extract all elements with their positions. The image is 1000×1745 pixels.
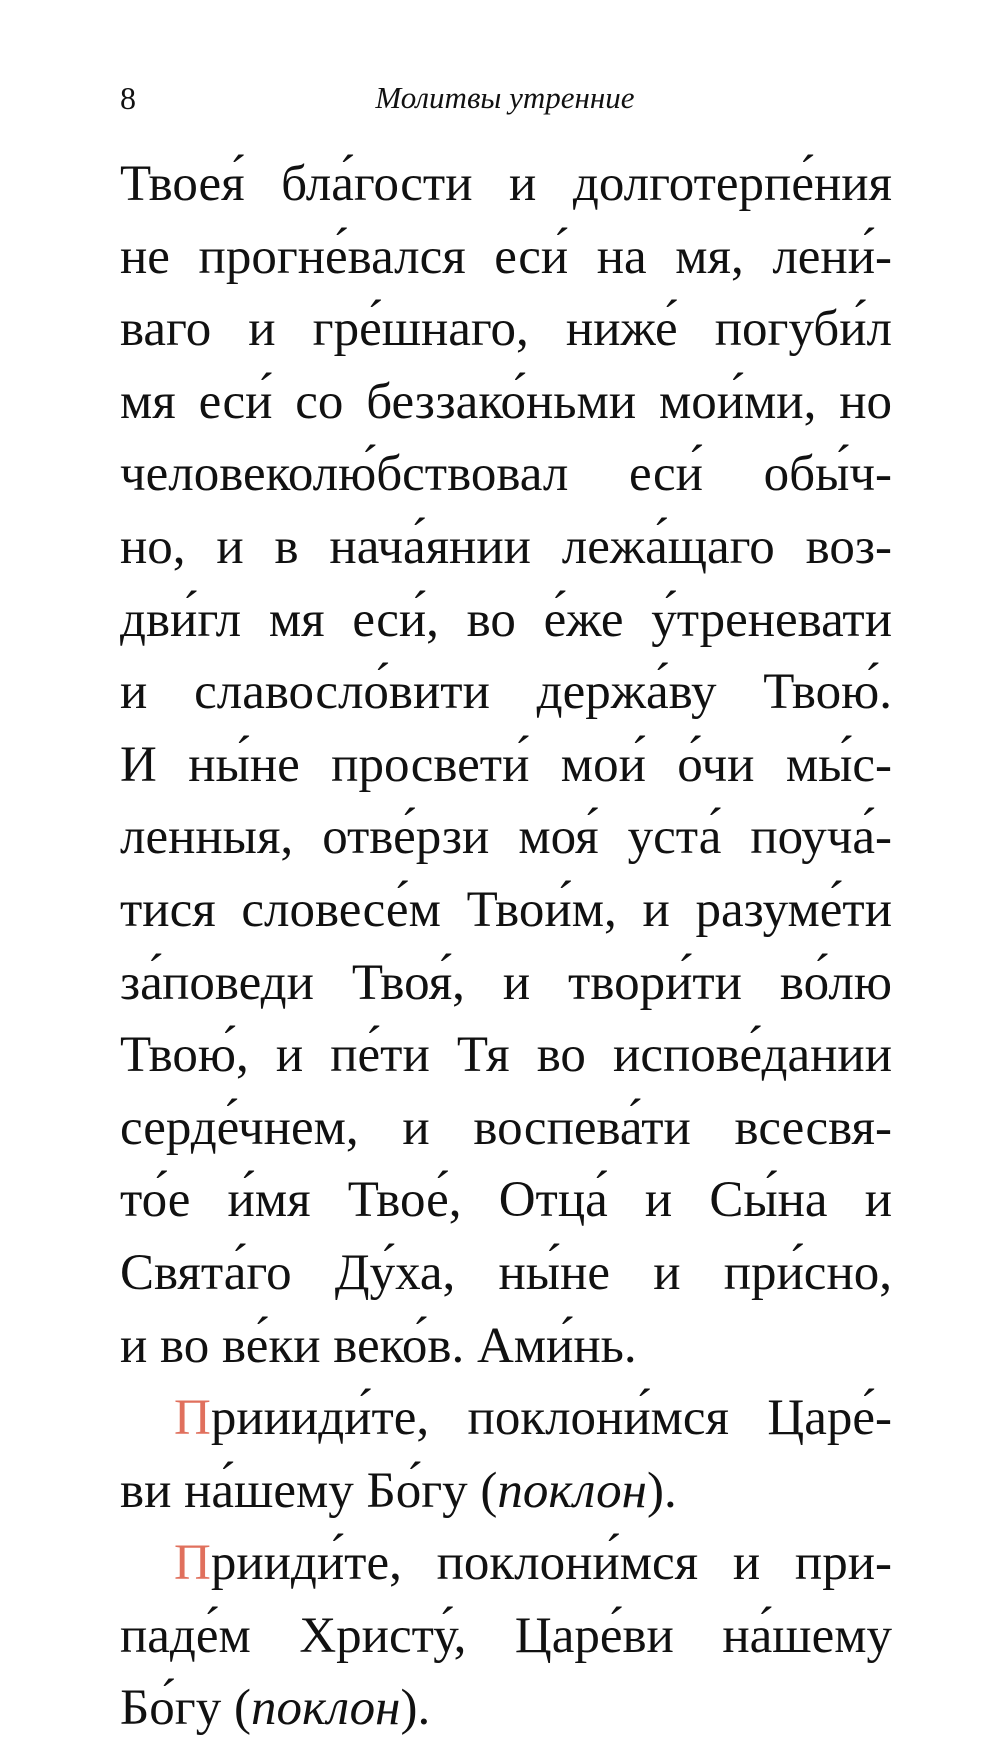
text-line: [120, 1527, 892, 1600]
section-title: Молитвы утренние: [375, 80, 635, 115]
prayer-text: [120, 148, 892, 1745]
text-line: [120, 1672, 892, 1745]
text-fragment: Бо́гу (: [120, 1680, 251, 1737]
text-line: Свята́го Ду́ха, ны́не и при́сно,: [120, 1244, 892, 1301]
text-line: паде́м Христу́, Царе́ви на́шему: [120, 1607, 892, 1664]
text-line: то́е и́мя Твое́, Отца́ и Сы́на и: [120, 1172, 892, 1229]
text-line: дви́гл мя еси́, во е́же у́треневати: [120, 591, 892, 648]
text-line: [120, 1382, 892, 1455]
text-fragment: ).: [646, 1462, 677, 1519]
text-line: серде́чнем, и воспева́ти всесвя-: [120, 1099, 892, 1156]
running-head: [120, 76, 890, 120]
text-line: мя еси́ со беззако́ньми мои́ми, но: [120, 373, 892, 430]
text-line: за́поведи Твоя́, и твори́ти во́лю: [120, 954, 892, 1011]
text-line: но, и в нача́янии лежа́щаго воз-: [120, 518, 892, 575]
page-number: 8: [120, 80, 136, 116]
text-line: тися словесе́м Твои́м, и разуме́ти: [120, 881, 892, 938]
text-line: ленныя, отве́рзи моя́ уста́ поуча́-: [120, 809, 892, 866]
text-fragment: ).: [400, 1680, 431, 1737]
red-initial: П: [174, 1535, 211, 1592]
text-line: человеколю́бствовал еси́ обы́ч-: [120, 446, 892, 503]
rubric-instruction: поклон: [497, 1462, 647, 1519]
red-initial: П: [174, 1390, 211, 1447]
text-line: и славосло́вити держа́ву Твою́.: [120, 664, 892, 721]
text-fragment: рииди́те, поклони́мся и при-: [210, 1535, 892, 1592]
text-fragment: ви на́шему Бо́гу (: [120, 1462, 498, 1519]
rubric-instruction: поклон: [250, 1680, 401, 1737]
text-line: Твоея́ бла́гости и долготерпе́ния: [120, 156, 892, 212]
text-line: ваго и гре́шнаго, ниже́ погуби́л: [120, 301, 892, 358]
text-line: и во ве́ки веко́в. Ами́нь.: [120, 1317, 637, 1374]
text-line: [120, 1455, 892, 1528]
text-fragment: риииди́те, поклони́мся Царе́-: [210, 1390, 892, 1447]
text-line: И ны́не просвети́ мои́ о́чи мы́с-: [120, 736, 892, 793]
text-line: Твою́, и пе́ти Тя во испове́дании: [120, 1027, 892, 1084]
text-line: не прогне́вался еси́ на мя, лени́-: [120, 228, 892, 285]
